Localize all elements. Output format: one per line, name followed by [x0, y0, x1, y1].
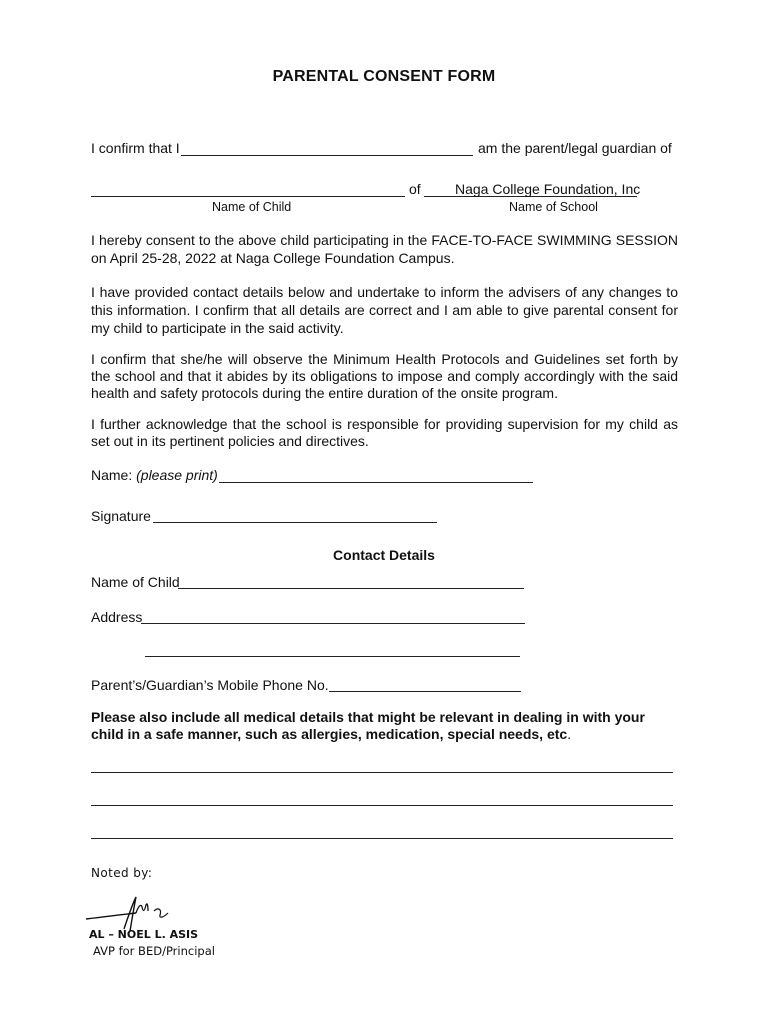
medical-blank-2[interactable] [91, 805, 673, 806]
name-hint: (please print) [136, 467, 218, 483]
form-title: PARENTAL CONSENT FORM [272, 68, 496, 85]
address-label: Address [91, 609, 143, 625]
contact-child-label: Name of Child [91, 574, 180, 590]
signatory-title: AVP for BED/Principal [93, 944, 215, 958]
print-name-blank[interactable] [219, 482, 533, 483]
contact-child-blank[interactable] [178, 588, 524, 589]
medical-blank-1[interactable] [91, 772, 673, 773]
medical-instruction [91, 709, 681, 743]
parent-name-blank[interactable] [181, 155, 473, 156]
consent-paragraph: I hereby consent to the above child participating in the FACE-TO-FACE SWIMMING SESSION on April 25-28, 2022 at Naga College Foundation Campus. [91, 232, 678, 266]
name-of-child-caption: Name of Child [212, 200, 292, 214]
health-protocol-paragraph: I confirm that she/he will observe the Minimum Health Protocols and Guidelines set forth by the school and that it abides by its obligations to impose and comply accordingly with the said health and safety protocols during the entire duration of the onsite program. [91, 351, 678, 401]
confirm-suffix: am the parent/legal guardian of [478, 140, 672, 156]
supervision-paragraph: I further acknowledge that the school is responsible for providing supervision for my child as set out in its pertinent policies and directives. [91, 416, 678, 449]
noted-by-label: Noted by: [91, 866, 153, 880]
name-label: Name: [91, 467, 133, 483]
child-name-blank[interactable] [91, 196, 405, 197]
medical-instruction-end: . [567, 726, 572, 742]
signature-label: Signature [91, 508, 151, 524]
contact-details-heading: Contact Details [333, 547, 435, 563]
address-blank-2[interactable] [145, 656, 520, 657]
school-name-value: Naga College Foundation, Inc [455, 181, 641, 197]
medical-instruction-text: Please also include all medical details that might be relevant in dealing in with your child in a safe manner, such as allergies, medication, special needs, etc [91, 709, 645, 742]
phone-label: Parent’s/Guardian’s Mobile Phone No. [91, 677, 329, 693]
contact-undertaking-paragraph: I have provided contact details below and undertake to inform the advisers of any changes to this information. I confirm that all details are correct and I am able to give parental consent for my child to participate in the said activity. [91, 284, 678, 336]
phone-blank[interactable] [329, 691, 521, 692]
confirm-prefix: I confirm that I [91, 140, 180, 156]
medical-blank-3[interactable] [91, 838, 673, 839]
name-field-label [91, 466, 218, 484]
name-of-school-caption: Name of School [509, 200, 598, 214]
signature-blank[interactable] [153, 522, 437, 523]
address-blank-1[interactable] [141, 623, 525, 624]
of-word: of [409, 181, 421, 197]
signatory-name: AL – NOEL L. ASIS [89, 928, 199, 941]
